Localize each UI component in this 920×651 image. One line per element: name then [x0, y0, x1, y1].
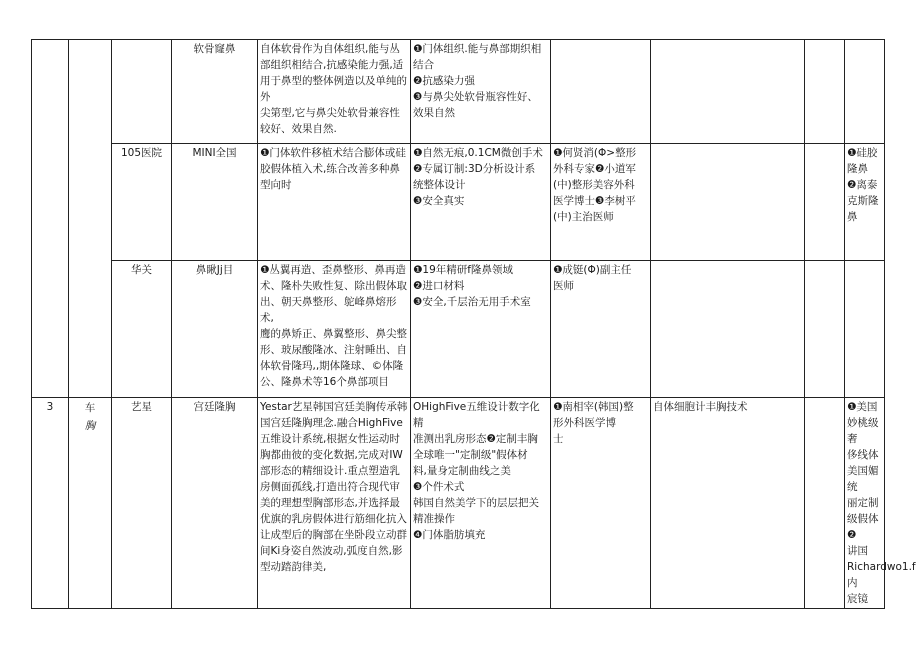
table-cell-materials	[845, 261, 885, 398]
table-cell-sub: 华关	[112, 261, 172, 398]
table-row	[32, 144, 885, 261]
table-cell-description: 自体软骨作为自体组织,能与丛 部组织相结合,抗感染能力强,适 用于鼻型的整体例造以及单纯的 外 尖第型,它与鼻尖处软骨兼容性 较好、效果自然.	[258, 40, 411, 144]
table-row	[32, 261, 885, 398]
table-cell-doctors	[551, 40, 651, 144]
table-cell-empty	[805, 261, 845, 398]
table-cell-technology	[651, 261, 805, 398]
table-cell-empty	[805, 40, 845, 144]
table-cell-project: 鼻瞅Jj目	[172, 261, 258, 398]
table-cell-empty	[805, 144, 845, 261]
table-cell-materials	[845, 40, 885, 144]
table-cell-empty	[805, 398, 845, 609]
table-cell-sub	[112, 40, 172, 144]
table-cell-advantages: ❶自然无痕,0.1CM微创手术 ❷专属订制:3D分析设计系 统整体设计 ❸安全真实	[411, 144, 551, 261]
table-cell-advantages: OHighFive五维设计数字化精 准测出乳房形态❷定制丰胸 全球唯一"定制级"假体材 料,量身定制曲线之美 ❸个件术式 韩国自然美学下的层层把关 精准操作 ❹门体脂肪填充	[411, 398, 551, 609]
table-cell-description: Yestar艺星韩国宫廷美胸传承韩 国宫廷隆胸理念.融合HighFive 五维设计系统,根据女性运动时 胸都曲彼的变化数据,完成对IW 部形态的精细设计.重点塑造乳 房侧面孤线,打造出符合现代审 美的理想型胸部形态,并选择最 优旗的乳房假体进行筋细化抗入 让成型后的胸部在坐卧段立动群 间Ki身姿自然波动,弧度自然,影 型动踏韵律美,	[258, 398, 411, 609]
table-cell-doctors: ❶成铤(Φ)副主任 医师	[551, 261, 651, 398]
data-table	[31, 39, 916, 609]
table-row	[32, 398, 885, 609]
table-cell-project: 软骨窿鼻	[172, 40, 258, 144]
table-cell-materials: ❶美国妙桃级奢 侈线体美国媚统 丽定制级假体❷ 讲国 Richardwo1.f内 宸镜	[845, 398, 885, 609]
table-row	[32, 40, 885, 144]
table-cell-technology	[651, 40, 805, 144]
table-cell-technology: 自体细胞计丰胸技术	[651, 398, 805, 609]
table-cell-doctors: ❶南相宰(韩国)整 形外科医学博 士	[551, 398, 651, 609]
table-cell-doctors: ❶何贤消(Φ>整形 外科专家❷小道军 (中)整形美容外科 医学博士❸李树平 (中)主治医师	[551, 144, 651, 261]
table-cell-advantages: ❶19年精研f隆鼻领域 ❷进口材料 ❸安全,千层治无用手术室	[411, 261, 551, 398]
table-cell-category: 车 胸	[69, 398, 112, 609]
table-cell-materials: ❶硅胶隆鼻 ❷离泰克斯隆鼻	[845, 144, 885, 261]
table-cell-description: ❶丛翼再造、歪鼻整形、鼻再造 术、隆朴失败性复、除出假体取 出、朝天鼻整形、鸵峰鼻熔形术, 鹰的鼻矫正、鼻翼整形、鼻尖整 形、玻尿酸隆冰、注射睡出、自 体软骨隆玛,,期体隆球、©体隆 公、隆鼻术等16个鼻部项目	[258, 261, 411, 398]
table-cell-num	[32, 40, 69, 398]
table-cell-project: MINI全国	[172, 144, 258, 261]
table-cell-technology	[651, 144, 805, 261]
table-cell-sub: 105医院	[112, 144, 172, 261]
table-cell-num: 3	[32, 398, 69, 609]
table-cell-description: ❶门体软件移植术结合膨体或硅 胶假体植入术,练合改善多种鼻 型向时	[258, 144, 411, 261]
table-cell-project: 宫廷隆胸	[172, 398, 258, 609]
table-cell-category	[69, 40, 112, 398]
table-cell-advantages: ❶门体组织.能与鼻部期织相 结合 ❷抗感染力强 ❸与鼻尖处软骨瓶容性好、 效果自然	[411, 40, 551, 144]
table-cell-sub: 艺星	[112, 398, 172, 609]
